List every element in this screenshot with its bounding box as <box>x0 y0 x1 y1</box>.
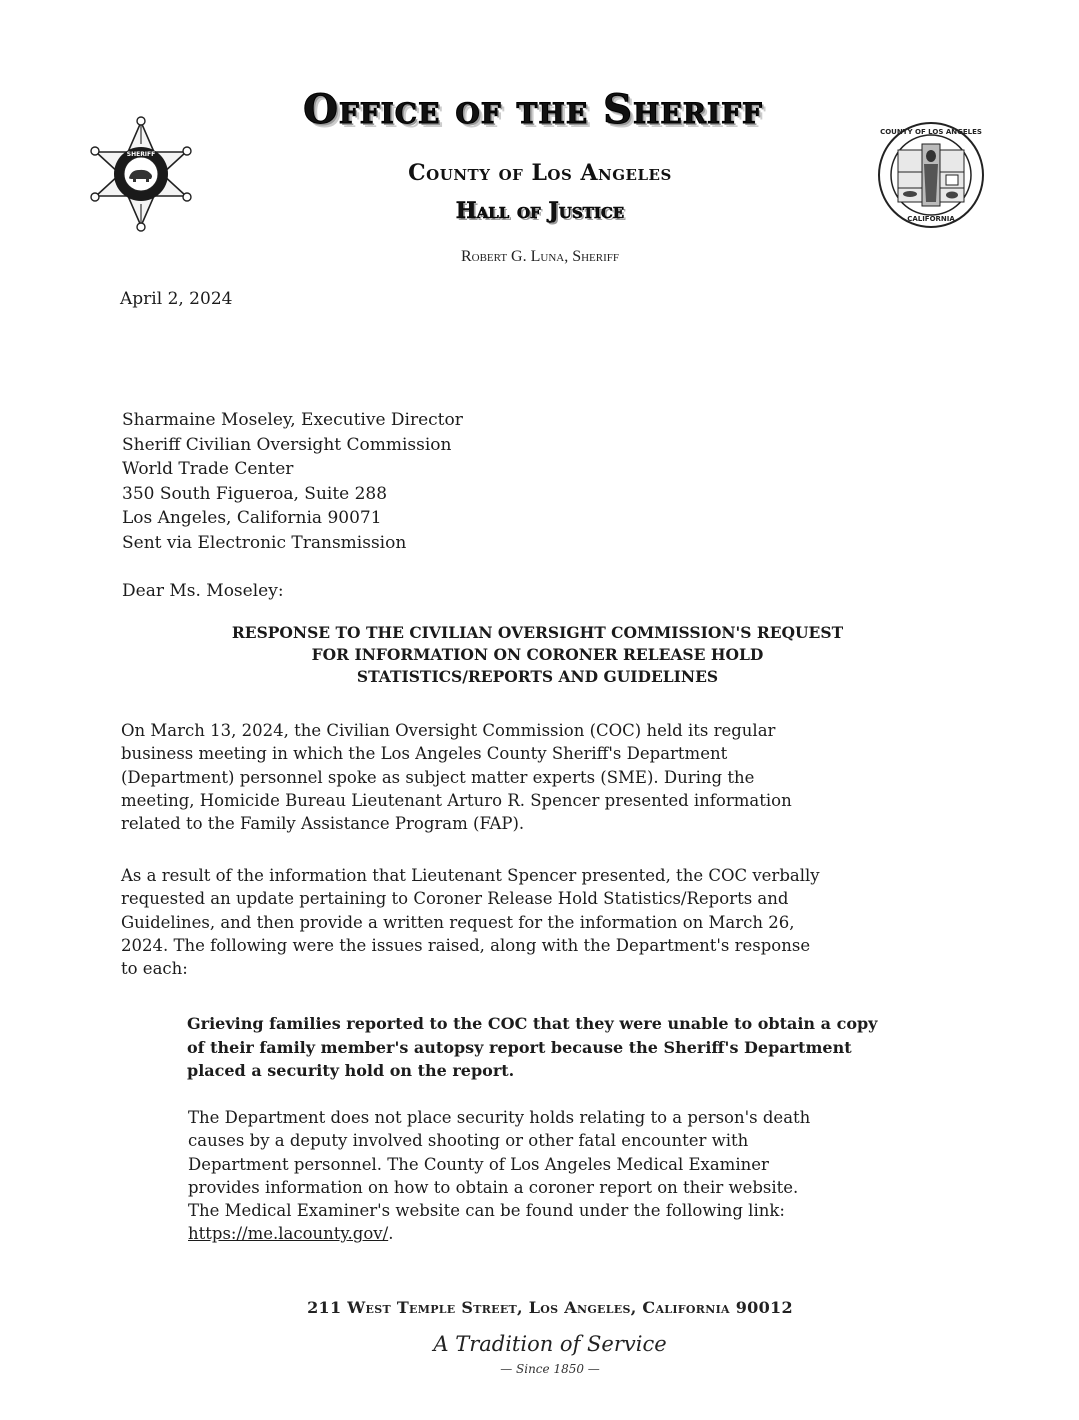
text-line: 2024. The following were the issues raised, along with the Department's response <box>121 935 811 955</box>
medical-examiner-link[interactable]: https://me.lacounty.gov/ <box>188 1224 389 1244</box>
subject-line: STATISTICS/REPORTS AND GUIDELINES <box>356 667 719 686</box>
paragraph-request <box>121 864 820 980</box>
text-line: Guidelines, and then provide a written request for the information on March 26, <box>121 912 795 932</box>
text-line: placed a security hold on the report. <box>187 1061 515 1080</box>
letterhead-building: Hall of Justice <box>455 198 625 224</box>
recipient-line: Sharmaine Moseley, Executive Director <box>122 410 463 430</box>
recipient-line: Sent via Electronic Transmission <box>122 532 407 553</box>
text-line: requested an update pertaining to Coroner Release Hold Statistics/Reports and <box>121 889 789 909</box>
letterhead-sheriff-name: Robert G. Luna, Sheriff <box>460 248 620 265</box>
recipient-line: 350 South Figueroa, Suite 288 <box>122 483 388 504</box>
letterhead-county: County of Los Angeles <box>408 160 672 186</box>
svg-text:SHERIFF: SHERIFF <box>126 151 156 158</box>
text-line: The Medical Examiner's website can be found under the following link: <box>188 1201 785 1221</box>
recipient-line: Sheriff Civilian Oversight Commission <box>122 434 452 455</box>
text-line: The Department does not place security holds relating to a person's death <box>188 1108 811 1127</box>
county-seal-icon <box>876 120 986 230</box>
subject-heading <box>185 622 890 688</box>
salutation: Dear Ms. Moseley: <box>122 581 284 601</box>
text-line: (Department) personnel spoke as subject matter experts (SME). During the <box>121 767 755 787</box>
sheriff-star-badge-icon <box>86 114 196 234</box>
footer-address: 211 West Temple Street, Los Angeles, California 90012 <box>307 1298 793 1317</box>
recipient-line: Los Angeles, California 90071 <box>122 508 382 528</box>
department-response <box>188 1106 810 1246</box>
recipient-address <box>122 408 463 555</box>
issue-statement <box>187 1012 877 1083</box>
text-line: Department personnel. The County of Los Angeles Medical Examiner <box>188 1154 769 1174</box>
text-line: As a result of the information that Lieutenant Spencer presented, the COC verbally <box>121 866 820 885</box>
text-line <box>188 1222 810 1245</box>
text-line: Grieving families reported to the COC that they were unable to obtain a copy <box>187 1014 878 1033</box>
svg-text:COUNTY OF LOS ANGELES: COUNTY OF LOS ANGELES <box>880 128 982 136</box>
text-line: On March 13, 2024, the Civilian Oversight Commission (COC) held its regular <box>121 721 776 740</box>
text-line: meeting, Homicide Bureau Lieutenant Arturo R. Spencer presented information <box>121 790 792 810</box>
subject-line: RESPONSE TO THE CIVILIAN OVERSIGHT COMMISSION'S REQUEST <box>231 623 844 642</box>
letter-date: April 2, 2024 <box>120 289 233 309</box>
svg-text:CALIFORNIA: CALIFORNIA <box>907 215 955 223</box>
letterhead-title: Office of the Sheriff <box>303 86 763 133</box>
text-line: provides information on how to obtain a coroner report on their website. <box>188 1177 799 1197</box>
text-line: business meeting in which the Los Angeles County Sheriff's Department <box>121 744 728 764</box>
text-line: of their family member's autopsy report because the Sheriff's Department <box>187 1037 852 1057</box>
text-line: causes by a deputy involved shooting or other fatal encounter with <box>188 1131 749 1151</box>
paragraph-intro <box>121 719 792 835</box>
subject-line: FOR INFORMATION ON CORONER RELEASE HOLD <box>311 645 764 664</box>
footer-motto: A Tradition of Service <box>433 1332 667 1356</box>
recipient-line: World Trade Center <box>122 459 294 479</box>
text-line: related to the Family Assistance Program (FAP). <box>121 814 525 834</box>
link-suffix: . <box>388 1224 394 1244</box>
footer-since: — Since 1850 — <box>500 1362 600 1376</box>
text-line: to each: <box>121 959 188 979</box>
